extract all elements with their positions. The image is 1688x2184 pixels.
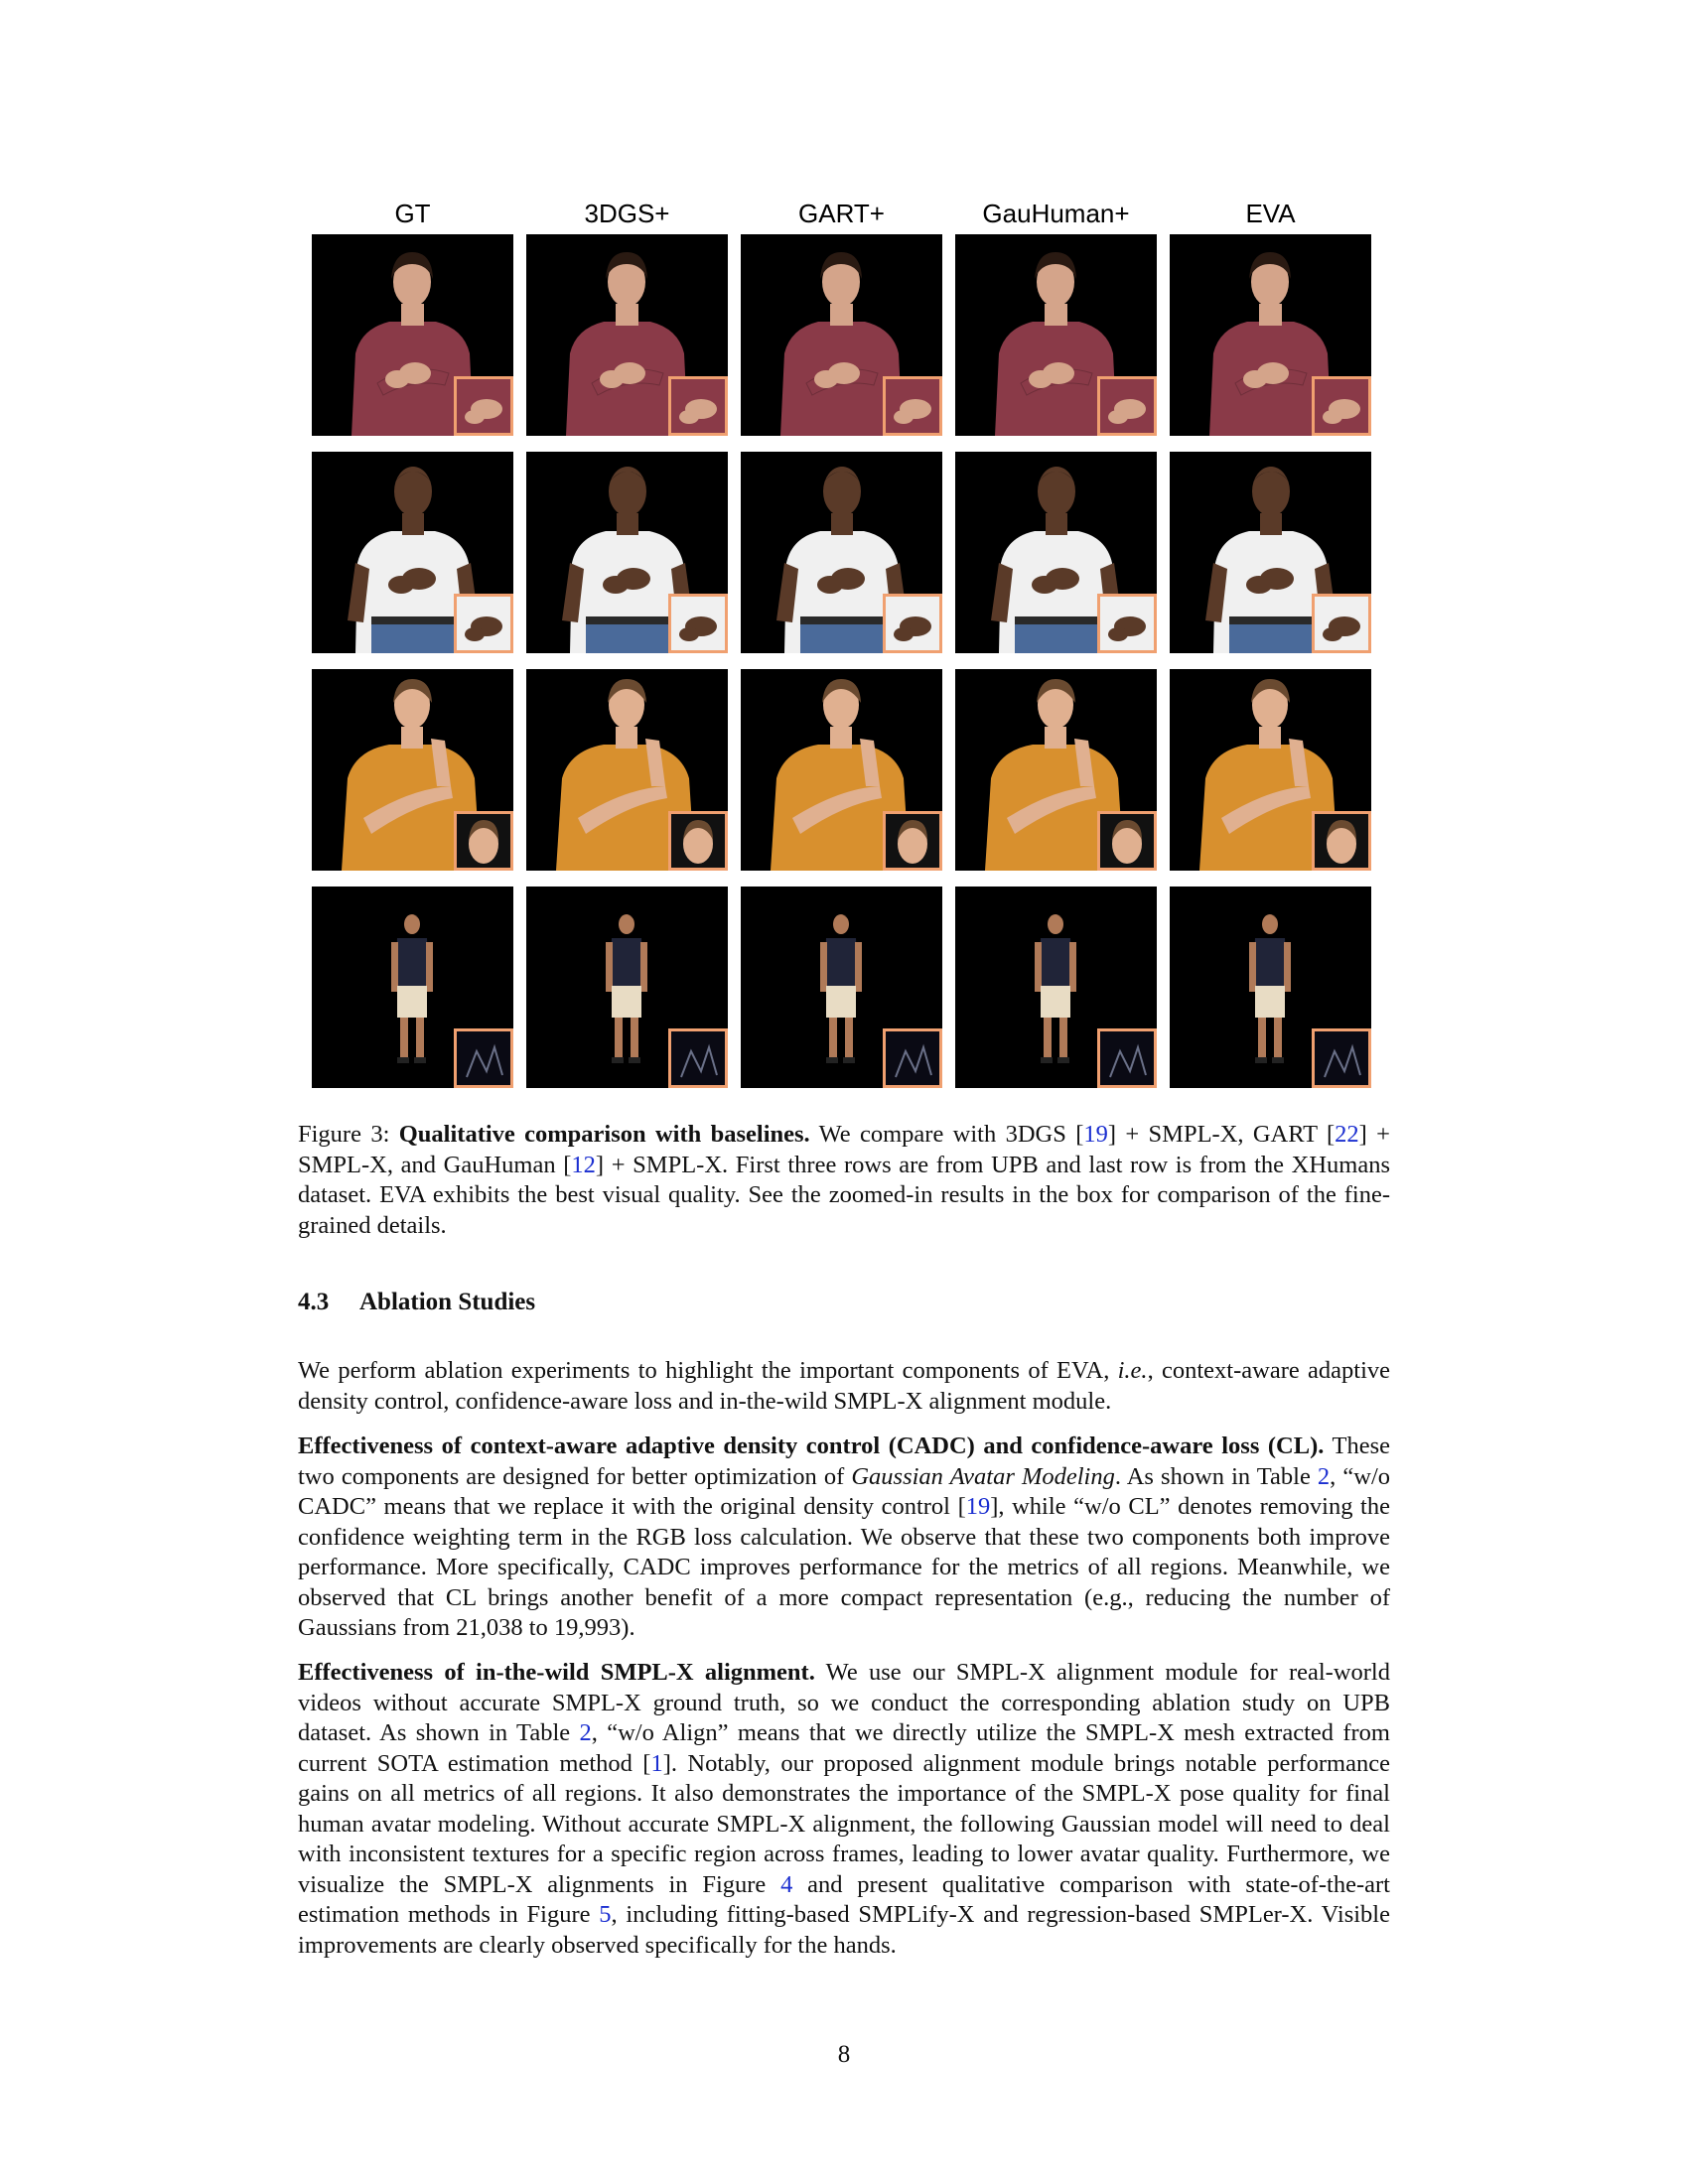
avatar-render-woman-glasses-3dgs-plus <box>526 234 728 436</box>
zoom-inset <box>1097 811 1157 871</box>
avatar-render-man-white-shirt-gauhuman-plus <box>955 452 1157 653</box>
citation-link[interactable]: 12 <box>571 1151 596 1178</box>
zoom-inset <box>454 1028 513 1088</box>
citation-link[interactable]: 1 <box>650 1749 663 1777</box>
zoom-inset <box>1097 376 1157 436</box>
citation-link[interactable]: 19 <box>965 1493 991 1520</box>
table-link[interactable]: 2 <box>1317 1462 1331 1490</box>
paragraph-text: , context-aware adaptive density control, confidence-aware loss and in-the-wild SMPL-X alignment module. <box>298 1357 1390 1415</box>
figure-caption <box>298 1120 1390 1241</box>
avatar-render-man-white-shirt-eva <box>1170 452 1371 653</box>
zoom-inset <box>668 811 728 871</box>
paragraph-text: These two components are designed for better optimization of <box>298 1433 1390 1490</box>
column-header: 3DGS+ <box>584 199 670 228</box>
zoom-inset <box>668 376 728 436</box>
zoom-inset <box>454 811 513 871</box>
paragraph-text: , “w/o CADC” means that we replace it with the original density control [ <box>298 1462 1390 1520</box>
avatar-render-man-white-shirt-gt <box>312 452 513 653</box>
zoom-inset <box>883 811 942 871</box>
paragraph-alignment <box>298 1658 1390 1961</box>
paragraph-text: ]. Notably, our proposed alignment module brings notable performance gains on all metrics of all regions. It also demonstrates the importance of the SMPL-X pose quality for final human avatar modeling. Without accurate SMPL-X alignment, the following Gaussian model will need to deal with inconsistent textures for a specific region across frames, leading to lower avatar quality. Furthermore, we visualize the SMPL-X alignments in Figure <box>298 1749 1390 1898</box>
caption-bold: Qualitative comparison with baselines. <box>398 1121 810 1148</box>
zoom-inset <box>1312 376 1371 436</box>
caption-text: ] + SMPL-X. First three rows are from UPB and last row is from the XHumans dataset. EVA exhibits the best visual quality. See the zoomed-in results in the box for comparison of the fine-grained details. <box>298 1151 1390 1239</box>
caption-text: ] + SMPL-X, GART [ <box>1107 1121 1336 1148</box>
paragraph-text: and present qualitative comparison with state-of-the-art estimation methods in Figure <box>298 1870 1390 1928</box>
column-header: GT <box>394 199 431 228</box>
column-header: EVA <box>1245 199 1296 228</box>
caption-text: ] + SMPL-X, and GauHuman [ <box>298 1121 1390 1178</box>
page-number: 8 <box>837 2041 851 2068</box>
avatar-render-woman-orange-shirt-gart-plus <box>741 669 942 871</box>
zoom-inset <box>883 376 942 436</box>
figure-link[interactable]: 4 <box>780 1870 793 1898</box>
paragraph-intro <box>298 1356 1390 1417</box>
avatar-render-man-full-body-gauhuman-plus <box>955 887 1157 1088</box>
column-header: GART+ <box>798 199 885 228</box>
avatar-render-woman-glasses-gt <box>312 234 513 436</box>
avatar-render-woman-orange-shirt-gauhuman-plus <box>955 669 1157 871</box>
avatar-render-man-full-body-3dgs-plus <box>526 887 728 1088</box>
citation-link[interactable]: 19 <box>1083 1121 1108 1148</box>
paragraph-italic: i.e. <box>1117 1357 1148 1384</box>
paragraph-text: We perform ablation experiments to highlight the important components of EVA, <box>298 1357 1118 1384</box>
paragraph-text: , “w/o Align” means that we directly utilize the SMPL-X mesh extracted from current SOTA estimation method [ <box>298 1719 1390 1777</box>
paragraph-cadc-cl <box>298 1432 1390 1644</box>
avatar-render-woman-orange-shirt-gt <box>312 669 513 871</box>
avatar-render-man-full-body-eva <box>1170 887 1371 1088</box>
paragraph-text: . As shown in Table <box>1114 1462 1318 1490</box>
avatar-render-man-white-shirt-gart-plus <box>741 452 942 653</box>
zoom-inset <box>883 594 942 653</box>
zoom-inset <box>1097 594 1157 653</box>
table-link[interactable]: 2 <box>579 1719 592 1746</box>
paragraph-bold: Effectiveness of in-the-wild SMPL-X alignment. <box>298 1659 815 1686</box>
zoom-inset <box>1097 1028 1157 1088</box>
zoom-inset <box>1312 811 1371 871</box>
column-header: GauHuman+ <box>982 199 1130 228</box>
section-title: Ablation Studies <box>359 1289 536 1315</box>
zoom-inset <box>883 1028 942 1088</box>
paragraph-italic: Gaussian Avatar Modeling <box>851 1462 1115 1490</box>
zoom-inset <box>668 1028 728 1088</box>
avatar-render-woman-glasses-eva <box>1170 234 1371 436</box>
zoom-inset <box>454 594 513 653</box>
paragraph-text: We use our SMPL-X alignment module for real-world videos without accurate SMPL-X ground truth, so we conduct the corresponding ablation study on UPB dataset. As shown in Table <box>298 1659 1390 1746</box>
zoom-inset <box>1312 594 1371 653</box>
citation-link[interactable]: 22 <box>1335 1121 1359 1148</box>
caption-text: We compare with 3DGS [ <box>809 1121 1084 1148</box>
avatar-render-woman-glasses-gauhuman-plus <box>955 234 1157 436</box>
avatar-render-man-full-body-gart-plus <box>741 887 942 1088</box>
avatar-render-woman-glasses-gart-plus <box>741 234 942 436</box>
zoom-inset <box>454 376 513 436</box>
paragraph-text: , including fitting-based SMPLify-X and regression-based SMPLer-X. Visible improvements are clearly observed specifically for the hands. <box>298 1901 1390 1959</box>
paragraph-text: ], while “w/o CL” denotes removing the confidence weighting term in the RGB loss calculation. We observe that these two components both improve performance. More specifically, CADC improves performance for the metrics of all regions. Meanwhile, we observed that CL brings another benefit of a more compact representation (e.g., reducing the number of Gaussians from 21,038 to 19,993). <box>298 1493 1390 1641</box>
avatar-render-man-full-body-gt <box>312 887 513 1088</box>
section-number: 4.3 <box>298 1289 330 1315</box>
section-heading <box>298 1289 535 1316</box>
figure-link[interactable]: 5 <box>599 1901 612 1928</box>
caption-label: Figure 3: <box>298 1121 390 1148</box>
zoom-inset <box>1312 1028 1371 1088</box>
avatar-render-man-white-shirt-3dgs-plus <box>526 452 728 653</box>
zoom-inset <box>668 594 728 653</box>
avatar-render-woman-orange-shirt-eva <box>1170 669 1371 871</box>
avatar-render-woman-orange-shirt-3dgs-plus <box>526 669 728 871</box>
paragraph-bold: Effectiveness of context-aware adaptive density control (CADC) and confidence-aware loss (CL). <box>298 1433 1325 1459</box>
figure-3-grid <box>312 199 1374 1092</box>
